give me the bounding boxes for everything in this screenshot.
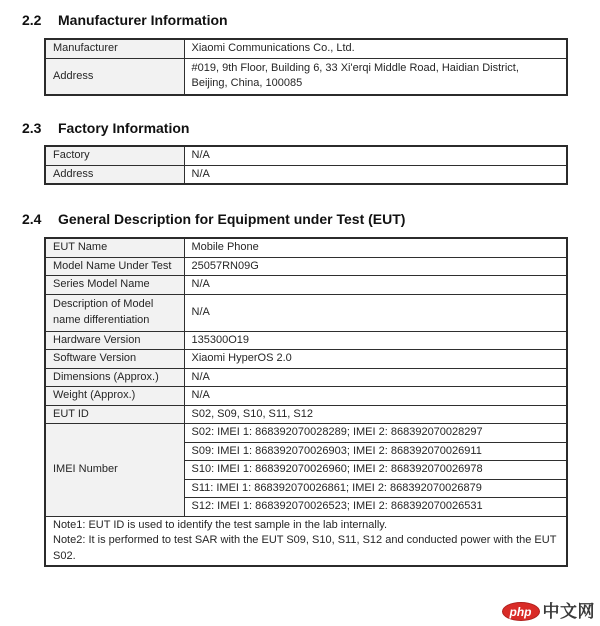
notes-row	[45, 516, 567, 566]
table-row	[45, 294, 567, 331]
table-row	[45, 350, 567, 369]
row-label: Address	[45, 58, 184, 95]
note-2: Note2: It is performed to test SAR with the EUT S09, S10, S11, S12 and conducted power with the EUT S02.	[53, 534, 557, 562]
table-row	[45, 331, 567, 350]
section-title: General Description for Equipment under Test (EUT)	[58, 211, 406, 227]
row-value: N/A	[184, 276, 567, 295]
section-heading-factory	[22, 120, 600, 137]
notes-cell	[45, 516, 567, 566]
row-label: Address	[45, 165, 184, 184]
imei-value: S09: IMEI 1: 868392070026903; IMEI 2: 868392070026911	[184, 442, 567, 461]
address-line-1: #019, 9th Floor, Building 6, 33 Xi'erqi Middle Road, Haidian District,	[191, 61, 519, 74]
factory-table	[44, 145, 568, 185]
table-row	[45, 238, 567, 257]
row-label: EUT Name	[45, 238, 184, 257]
table-row	[45, 165, 567, 184]
row-value: N/A	[184, 368, 567, 387]
imei-label: IMEI Number	[45, 424, 184, 517]
row-value: Xiaomi Communications Co., Ltd.	[184, 39, 567, 58]
row-label: Series Model Name	[45, 276, 184, 295]
section-heading-eut	[22, 211, 600, 228]
row-value: S02, S09, S10, S11, S12	[184, 405, 567, 424]
table-row	[45, 39, 567, 58]
imei-value: S10: IMEI 1: 868392070026960; IMEI 2: 868392070026978	[184, 461, 567, 480]
row-label: Weight (Approx.)	[45, 387, 184, 406]
note-1: Note1: EUT ID is used to identify the test sample in the lab internally.	[53, 518, 388, 531]
row-value: 135300O19	[184, 331, 567, 350]
manufacturer-table	[44, 38, 568, 96]
row-label: Hardware Version	[45, 331, 184, 350]
php-cn-watermark	[502, 602, 596, 621]
table-row	[45, 368, 567, 387]
address-line-2: Beijing, China, 100085	[191, 77, 303, 90]
table-row	[45, 387, 567, 406]
imei-value: S02: IMEI 1: 868392070028289; IMEI 2: 868392070028297	[184, 424, 567, 443]
section-title: Factory Information	[58, 120, 190, 136]
table-row	[45, 276, 567, 295]
table-row	[45, 405, 567, 424]
row-label: Manufacturer	[45, 39, 184, 58]
row-value: 25057RN09G	[184, 257, 567, 276]
section-number: 2.3	[22, 120, 42, 136]
row-label: Factory	[45, 146, 184, 165]
row-value: Mobile Phone	[184, 238, 567, 257]
imei-value: S11: IMEI 1: 868392070026861; IMEI 2: 868392070026879	[184, 479, 567, 498]
row-value: Xiaomi HyperOS 2.0	[184, 350, 567, 369]
section-number: 2.4	[22, 211, 42, 227]
row-label: Model Name Under Test	[45, 257, 184, 276]
php-logo-icon: php	[502, 602, 540, 621]
row-value: N/A	[184, 387, 567, 406]
watermark-site-text: 中文网	[542, 602, 595, 621]
row-label: Software Version	[45, 350, 184, 369]
imei-row	[45, 424, 567, 443]
imei-value: S12: IMEI 1: 868392070026523; IMEI 2: 868392070026531	[184, 498, 567, 517]
table-row	[45, 257, 567, 276]
section-heading-manufacturer	[22, 12, 600, 29]
row-label: Dimensions (Approx.)	[45, 368, 184, 387]
table-row	[45, 58, 567, 95]
row-label: Description of Model name differentiation	[45, 294, 184, 331]
table-row	[45, 146, 567, 165]
row-value	[184, 58, 567, 95]
eut-table	[44, 237, 568, 567]
section-title: Manufacturer Information	[58, 12, 228, 28]
row-value: N/A	[184, 294, 567, 331]
row-value: N/A	[184, 165, 567, 184]
row-value: N/A	[184, 146, 567, 165]
section-number: 2.2	[22, 12, 42, 28]
row-label: EUT ID	[45, 405, 184, 424]
